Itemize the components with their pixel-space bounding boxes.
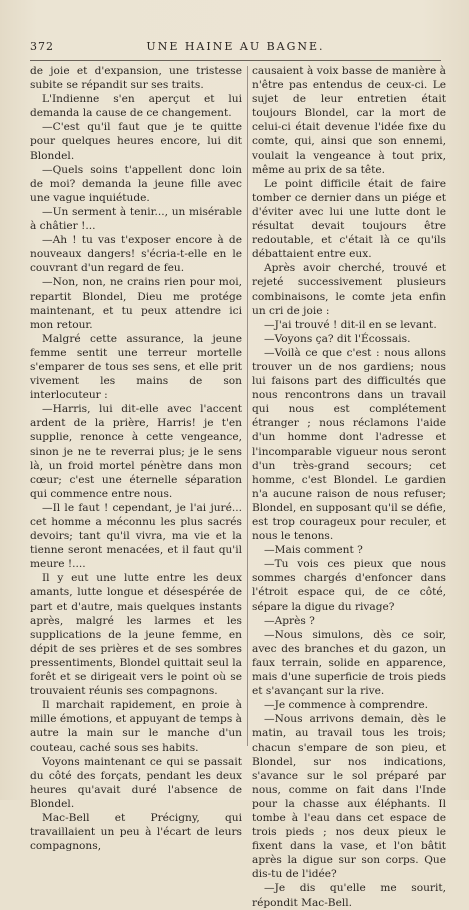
paragraph: —Je dis qu'elle me sourit, répondit Mac-Bell.: [252, 882, 446, 909]
paragraph: —Après ?: [264, 614, 315, 627]
left-column: [30, 64, 242, 853]
paragraph: causaient à voix basse de manière à n'être pas entendus de ceux-ci. Le sujet de leur entretien était toujours Blondel, car la mort de celui-ci était devenue l'idée fixe du comte, qui, ainsi que son ennemi, voulait la vengeance à tout prix, même au prix de sa tête.: [252, 65, 446, 176]
paragraph: Le point difficile était de faire tomber ce dernier dans un piége et d'éviter avec lui une lutte dont le résultat devait toujours être redoutable, et c'était là ce qu'ils débattaient entre eux.: [252, 177, 446, 261]
paragraph: —J'ai trouvé ! dit-il en se levant.: [264, 318, 437, 331]
page-header: [30, 40, 441, 56]
paragraph: Voyons maintenant ce qui se passait du côté des forçats, pendant les deux heures qu'avait duré l'absence de Blondel.: [30, 755, 242, 810]
paragraph: Il marchait rapidement, en proie à mille émotions, et appuyant de temps à autre la main sur le manche d'un couteau, caché sous ses habits.: [30, 699, 242, 754]
paragraph: —Nous arrivons demain, dès le matin, au travail tous les trois; chacun s'empare de son pieu, et Blondel, sur nos indications, s'avance sur le sol préparé par nous, comme on fait dans l'Inde pour la chasse aux éléphants. Il tombe à l'eau dans cet espace de trois pieds ; nos deux pieux le fixent dans la vase, et l'on bâtit après la digue sur son corps. Que dis-tu de l'idée?: [252, 713, 446, 881]
paragraph: —Il le faut ! cependant, je l'ai juré... cet homme a méconnu les plus sacrés devoirs; tant qu'il vivra, ma vie et la tienne seront menacées, et il faut qu'il meure !....: [30, 501, 242, 571]
paragraph: —Tu vois ces pieux que nous sommes chargés d'enfoncer dans l'étroit espace qui, de ce côté, sépare la digue du rivage?: [252, 558, 446, 613]
page-number: 372: [30, 40, 54, 53]
running-title: UNE HAINE AU BAGNE.: [146, 40, 325, 53]
paragraph: Il y eut une lutte entre les deux amants, lutte longue et désespérée de part et d'autre, mais quelques instants après, malgré les larmes et les supplications de la jeune femme, en dépit de ses prières et de ses sombres pressentiments, Blondel quittait seul la forêt et se dirigeait vers le point où se trouvaient réunis ses compagnons.: [30, 572, 242, 698]
paragraph: —Ah ! tu vas t'exposer encore à de nouveaux dangers! s'écria-t-elle en le couvrant d'un regard de feu.: [30, 234, 242, 275]
paragraph: —Un serment à tenir..., un misérable à châtier !...: [30, 205, 242, 233]
paragraph: —Je commence à comprendre.: [264, 699, 429, 712]
paragraph: —C'est qu'il faut que je te quitte pour quelques heures encore, lui dit Blondel.: [30, 121, 242, 162]
paragraph: de joie et d'expansion, une tristesse subite se répandit sur ses traits.: [30, 65, 242, 92]
paragraph: —Mais comment ?: [264, 544, 363, 557]
paragraph: L'Indienne s'en aperçut et lui demanda la cause de ce changement.: [30, 93, 242, 120]
paragraph: —Voyons ça? dit l'Écossais.: [264, 332, 411, 345]
paragraph: Après avoir cherché, trouvé et rejeté successivement plusieurs combinaisons, le comte jeta enfin un cri de joie :: [252, 262, 446, 317]
column-divider: [247, 66, 248, 746]
paragraph: Malgré cette assurance, la jeune femme sentit une terreur mortelle s'emparer de tous ses sens, et elle prit vivement les mains de son interlocuteur :: [30, 332, 242, 402]
paragraph: —Harris, lui dit-elle avec l'accent ardent de la prière, Harris! je t'en supplie, renonce à cette vengeance, sinon je ne te reverrai plus; je le sens là, un froid mortel pénètre dans mon cœur; c'est une éternelle séparation qui commence entre nous.: [30, 403, 242, 500]
paragraph: Mac-Bell et Précigny, qui travaillaient un peu à l'écart de leurs compagnons,: [30, 811, 242, 853]
paragraph: —Non, non, ne crains rien pour moi, repartit Blondel, Dieu me protége maintenant, et tu peux attendre ici mon retour.: [30, 276, 242, 331]
right-column: [252, 64, 446, 909]
paragraph: —Nous simulons, dès ce soir, avec des branches et du gazon, un faux terrain, solide en apparence, mais d'une superficie de trois pieds et s'avançant sur la rive.: [252, 628, 446, 698]
paragraph: —Quels soins t'appellent donc loin de moi? demanda la jeune fille avec une vague inquiétude.: [30, 163, 242, 204]
paragraph: —Voilà ce que c'est : nous allons trouver un de nos gardiens; nous lui faisons part des difficultés que nous rencontrons dans un travail qui nous est complétement étranger ; nous réclamons l'aide d'un homme dont l'adresse et l'incomparable vigueur nous seront d'un très-grand secours; cet homme, c'est Blondel. Le gardien n'a aucune raison de nous refuser; Blondel, en supposant qu'il se défie, est trop courageux pour reculer, et nous le tenons.: [252, 346, 446, 543]
header-rule: [30, 60, 441, 61]
